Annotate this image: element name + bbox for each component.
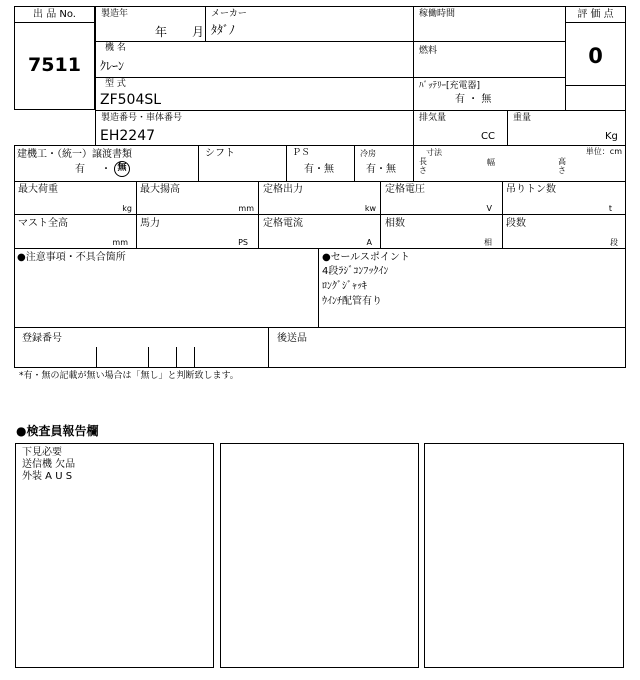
rated-voltage-unit: V <box>486 204 492 213</box>
mast-unit: mm <box>112 238 128 247</box>
inspector-title: ●検査員報告欄 <box>16 424 99 438</box>
weight-unit: Kg <box>605 131 618 142</box>
hours-label: 稼働時間 <box>419 9 456 19</box>
inspector-box-2 <box>220 443 419 668</box>
battery-choice: 有 ・ 無 <box>455 94 492 105</box>
ps-label: ＰＳ <box>292 148 311 158</box>
lot-label: 出 品 No. <box>33 9 76 20</box>
ps-choice: 有・無 <box>304 164 334 175</box>
stage-label: 段数 <box>506 218 526 229</box>
rated-output-label: 定格出力 <box>263 184 303 195</box>
rated-output-unit: kw <box>364 204 376 213</box>
height-label: 高さ <box>558 157 566 175</box>
weight-label: 重量 <box>513 113 532 123</box>
doc-no: 無 <box>117 163 127 173</box>
month-unit: 月 <box>192 25 205 39</box>
cooling-choice: 有・無 <box>366 164 396 175</box>
length-label: 長さ <box>419 157 427 175</box>
displacement-unit: CC <box>481 131 495 142</box>
battery-label: ﾊﾞｯﾃﾘｰ[充電器] <box>419 81 481 91</box>
sales-point-1: 4段ﾗｼﾞｺﾝﾌｯｸｲﾝ <box>322 266 389 277</box>
inspector-note-1: 下見必要 <box>22 447 62 458</box>
mfg-year-label: 製造年 <box>101 9 129 19</box>
model-name-value: ｸﾚｰﾝ <box>100 59 125 73</box>
max-load-unit: kg <box>122 204 132 213</box>
sales-points-label: ●セールスポイント <box>322 252 410 263</box>
inspector-note-2: 送信機 欠品 <box>22 459 76 470</box>
serial-value: EH2247 <box>100 128 156 144</box>
footnote: *有・無の記載が無い場合は「無し」と判断致します。 <box>19 371 239 381</box>
max-lift-unit: mm <box>238 204 254 213</box>
doc-yes: 有 <box>75 164 85 175</box>
lot-number: 7511 <box>28 54 81 76</box>
stage-unit: 段 <box>610 238 618 247</box>
dims-label: 寸法 <box>426 148 442 157</box>
width-label: 幅 <box>487 158 495 167</box>
mast-label: マスト全高 <box>18 218 68 229</box>
model-name-label: 機 名 <box>105 43 126 53</box>
later-shipment-label: 後送品 <box>277 333 307 344</box>
hoist-unit: t <box>608 204 612 213</box>
doc-sep: ・ <box>101 164 111 175</box>
dims-unit: 単位：cm <box>585 147 622 156</box>
doc-label: 建機工・（統一）譲渡書類 <box>17 149 132 160</box>
type-value: ZF504SL <box>100 92 162 108</box>
type-label: 型 式 <box>105 79 126 89</box>
fuel-label: 燃料 <box>419 46 438 56</box>
displacement-label: 排気量 <box>419 113 447 123</box>
maker-label: メーカー <box>211 9 247 19</box>
maker-value: ﾀﾀﾞﾉ <box>211 23 236 37</box>
year-unit: 年 <box>155 25 168 39</box>
hp-unit: PS <box>238 238 248 247</box>
cooling-label: 冷房 <box>360 149 376 158</box>
max-load-label: 最大荷重 <box>18 184 58 195</box>
rating-label: 評 価 点 <box>577 9 614 20</box>
serial-label: 製造番号・車体番号 <box>101 113 183 123</box>
hp-label: 馬力 <box>140 218 160 229</box>
registration-label: 登録番号 <box>22 333 62 344</box>
rated-voltage-label: 定格電圧 <box>385 184 425 195</box>
phase-label: 相数 <box>385 218 405 229</box>
sales-point-3: ｳｲﾝﾁ配管有り <box>322 296 382 307</box>
hoist-label: 吊りトン数 <box>506 184 556 195</box>
rated-current-label: 定格電流 <box>263 218 303 229</box>
sales-point-2: ﾛﾝｸﾞｼﾞｬｯｷ <box>322 281 367 292</box>
max-lift-label: 最大揚高 <box>140 184 180 195</box>
shift-label: シフト <box>205 148 235 159</box>
inspector-box-1 <box>15 443 214 668</box>
inspector-note-3: 外装 A U S <box>22 471 73 482</box>
rating-value: 0 <box>588 44 603 68</box>
phase-unit: 相 <box>484 238 492 247</box>
cautions-label: ●注意事項・不具合箇所 <box>17 252 126 263</box>
inspector-box-3 <box>424 443 624 668</box>
rated-current-unit: A <box>366 238 372 247</box>
